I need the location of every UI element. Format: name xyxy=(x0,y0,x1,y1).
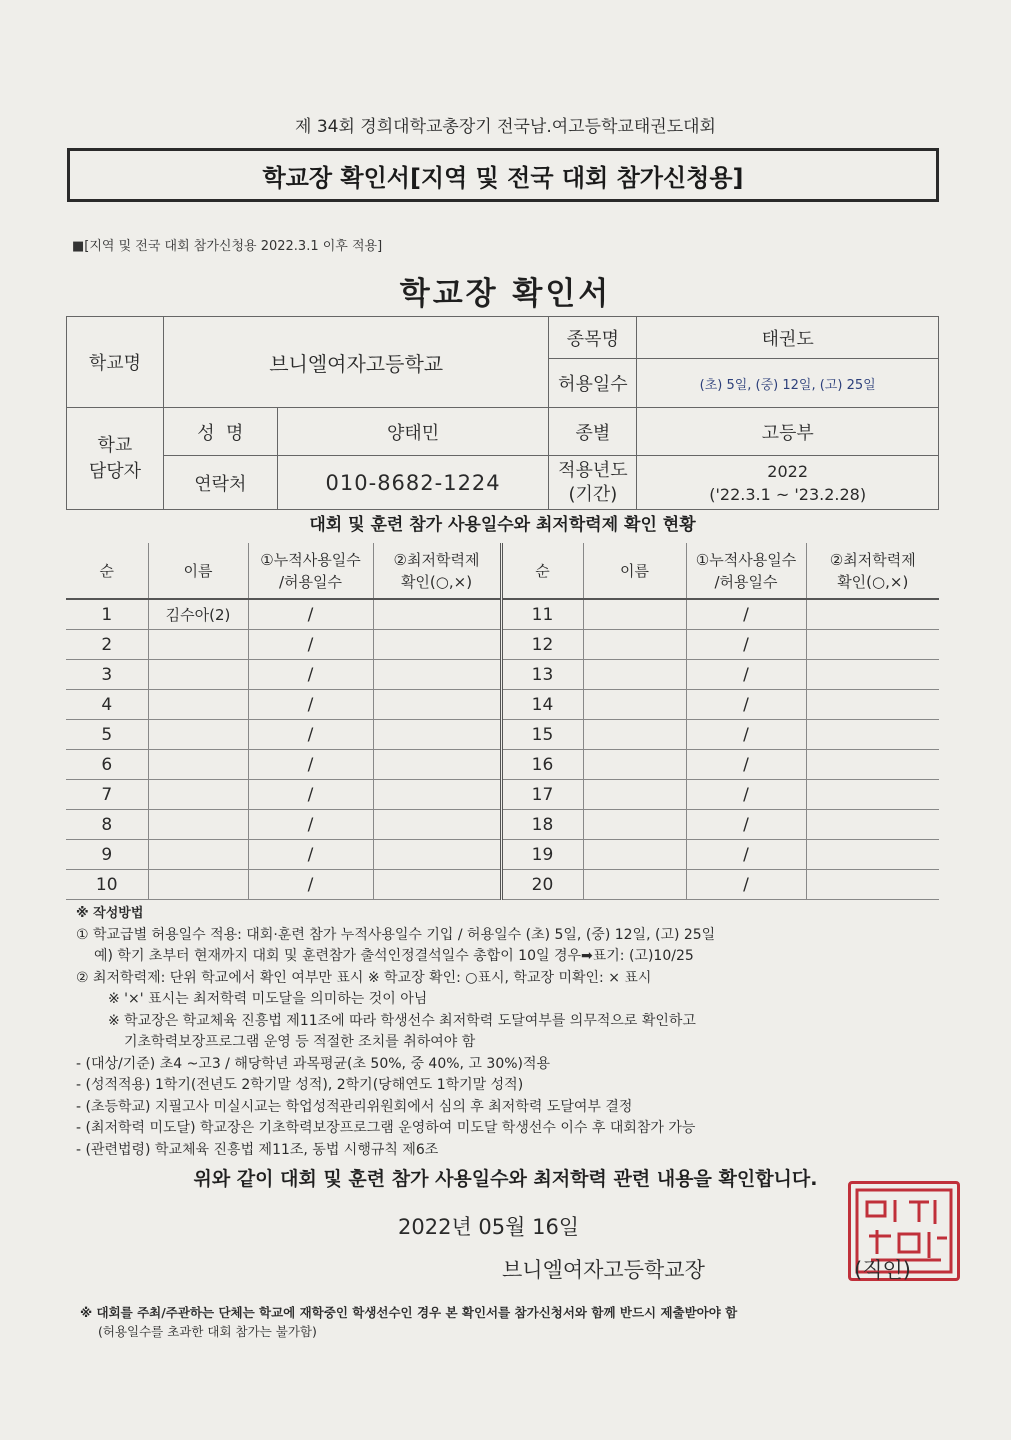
manager-name-label: 성 명 xyxy=(163,408,277,456)
instruction-line: - (성적적용) 1학기(전년도 2학기말 성적), 2학기(당해연도 1학기말 성적) xyxy=(76,1077,524,1093)
student-name xyxy=(583,810,686,840)
table-row xyxy=(66,599,939,630)
instruction-line: 예) 학기 초부터 현재까지 대회 및 훈련참가 출석인정결석일수 총합이 10일 경우➡표기: (고)10/25 xyxy=(94,948,694,964)
footnote-line: (허용일수를 초과한 대회 참가는 불가함) xyxy=(98,1324,317,1339)
student-name xyxy=(583,599,686,630)
division-label: 종별 xyxy=(549,408,637,456)
student-name xyxy=(148,840,248,870)
usage-days-cell: / xyxy=(248,750,373,780)
student-number: 11 xyxy=(501,599,583,630)
student-number: 19 xyxy=(501,840,583,870)
student-name xyxy=(148,630,248,660)
instruction-line: - (최저학력 미도달) 학교장은 기초학력보장프로그램 운영하여 미도달 학생선수 이수 후 대회참가 가능 xyxy=(76,1120,696,1136)
table-row xyxy=(66,810,939,840)
student-name xyxy=(148,810,248,840)
academic-check-cell xyxy=(806,840,939,870)
academic-check-cell xyxy=(806,630,939,660)
instruction-line: ② 최저학력제: 단위 학교에서 확인 여부만 표시 ※ 학교장 확인: ○표시, 학교장 미확인: × 표시 xyxy=(76,969,652,986)
academic-check-cell xyxy=(373,780,501,810)
roster-header-row xyxy=(66,543,939,599)
footnote xyxy=(80,1303,940,1341)
school-info-table xyxy=(66,316,939,510)
seal-label: (직인) xyxy=(854,1258,911,1282)
academic-check-cell xyxy=(806,750,939,780)
student-number: 14 xyxy=(501,690,583,720)
student-number: 20 xyxy=(501,870,583,900)
instruction-line: ※ 학교장은 학교체육 진흥법 제11조에 따라 학생선수 최저학력 도달여부를 의무적으로 확인하고 xyxy=(108,1012,696,1029)
writing-instructions xyxy=(76,903,946,1161)
academic-check-cell xyxy=(373,720,501,750)
academic-check-cell xyxy=(806,870,939,900)
student-number: 16 xyxy=(501,750,583,780)
school-name-label: 학교명 xyxy=(67,317,164,408)
student-name xyxy=(583,630,686,660)
academic-check-cell xyxy=(373,750,501,780)
sport-label: 종목명 xyxy=(549,317,637,359)
usage-days-cell: / xyxy=(686,870,806,900)
academic-check-cell xyxy=(373,690,501,720)
sport-value: 태권도 xyxy=(637,317,939,359)
usage-days-cell: / xyxy=(686,810,806,840)
usage-days-cell: / xyxy=(686,660,806,690)
student-name xyxy=(583,750,686,780)
student-name xyxy=(148,780,248,810)
roster-table xyxy=(66,543,939,900)
student-name xyxy=(148,750,248,780)
division-value: 고등부 xyxy=(637,408,939,456)
year-value: 2022 xyxy=(767,461,809,481)
page-title: 학교장 확인서 xyxy=(399,276,612,312)
student-number: 12 xyxy=(501,630,583,660)
student-number: 6 xyxy=(66,750,148,780)
student-number: 1 xyxy=(66,599,148,630)
student-name xyxy=(583,870,686,900)
student-number: 4 xyxy=(66,690,148,720)
academic-check-cell xyxy=(373,870,501,900)
student-number: 17 xyxy=(501,780,583,810)
contact-label: 연락처 xyxy=(163,456,277,510)
instructions-title: ※ 작성방법 xyxy=(76,906,144,921)
header-usage: ①누적사용일수 /허용일수 xyxy=(686,543,806,599)
manager-name: 양태민 xyxy=(277,408,549,456)
academic-check-cell xyxy=(373,660,501,690)
usage-days-cell: / xyxy=(248,810,373,840)
header-no: 순 xyxy=(66,543,148,599)
student-name xyxy=(148,690,248,720)
header-check: ②최저학력제 확인(○,×) xyxy=(373,543,501,599)
usage-days-cell: / xyxy=(248,690,373,720)
school-manager-label: 학교 담당자 xyxy=(67,408,164,510)
document-box-title: 학교장 확인서[지역 및 전국 대회 참가신청용] xyxy=(67,148,939,202)
student-name xyxy=(583,720,686,750)
academic-check-cell xyxy=(806,690,939,720)
footnote-line: ※ 대회를 주최/주관하는 단체는 학교에 재학중인 학생선수인 경우 본 확인서를 참가신청서와 함께 반드시 제출받아야 함 xyxy=(80,1305,738,1320)
header-check: ②최저학력제 확인(○,×) xyxy=(806,543,939,599)
usage-days-cell: / xyxy=(686,750,806,780)
usage-days-cell: / xyxy=(248,720,373,750)
year-cell xyxy=(637,456,939,510)
year-label: 적용년도 (기간) xyxy=(549,456,637,510)
usage-days-cell: / xyxy=(248,780,373,810)
header-usage: ①누적사용일수 /허용일수 xyxy=(248,543,373,599)
usage-days-cell: / xyxy=(686,630,806,660)
school-name: 브니엘여자고등학교 xyxy=(163,317,549,408)
instruction-line: 기초학력보장프로그램 운영 등 적절한 조치를 취하여야 함 xyxy=(124,1034,476,1050)
instruction-line: ※ '×' 표시는 최저학력 미도달을 의미하는 것이 아님 xyxy=(108,991,428,1007)
contact-value: 010-8682-1224 xyxy=(277,456,549,510)
usage-days-cell: / xyxy=(686,720,806,750)
usage-days-cell: / xyxy=(686,840,806,870)
student-name xyxy=(148,660,248,690)
confirmation-statement: 위와 같이 대회 및 훈련 참가 사용일수와 최저학력 관련 내용을 확인합니다. xyxy=(193,1168,818,1190)
student-name xyxy=(583,840,686,870)
student-number: 18 xyxy=(501,810,583,840)
applicable-note: ■[지역 및 전국 대회 참가신청용 2022.3.1 이후 적용] xyxy=(72,239,383,254)
student-number: 3 xyxy=(66,660,148,690)
academic-check-cell xyxy=(373,599,501,630)
student-number: 2 xyxy=(66,630,148,660)
table-row xyxy=(66,840,939,870)
student-number: 15 xyxy=(501,720,583,750)
header-no: 순 xyxy=(501,543,583,599)
academic-check-cell xyxy=(806,660,939,690)
academic-check-cell xyxy=(373,840,501,870)
student-name: 김수아(2) xyxy=(148,599,248,630)
table-row xyxy=(66,750,939,780)
table-row xyxy=(66,780,939,810)
instruction-line: - (대상/기준) 초4 ~고3 / 해당학년 과목평균(초 50%, 중 40%, 고 30%)적용 xyxy=(76,1055,551,1072)
student-number: 10 xyxy=(66,870,148,900)
student-name xyxy=(148,720,248,750)
table-row xyxy=(66,690,939,720)
academic-check-cell xyxy=(806,599,939,630)
student-number: 8 xyxy=(66,810,148,840)
usage-days-cell: / xyxy=(686,780,806,810)
table-row xyxy=(66,630,939,660)
student-number: 9 xyxy=(66,840,148,870)
usage-days-cell: / xyxy=(248,630,373,660)
academic-check-cell xyxy=(806,810,939,840)
academic-check-cell xyxy=(373,630,501,660)
student-number: 5 xyxy=(66,720,148,750)
academic-check-cell xyxy=(806,780,939,810)
usage-days-cell: / xyxy=(248,870,373,900)
academic-check-cell xyxy=(373,810,501,840)
student-name xyxy=(583,690,686,720)
usage-days-cell: / xyxy=(248,660,373,690)
principal-signature-line: 브니엘여자고등학교장 xyxy=(502,1258,705,1282)
student-name xyxy=(148,870,248,900)
table-row xyxy=(66,660,939,690)
allowed-days-label: 허용일수 xyxy=(549,359,637,408)
student-name xyxy=(583,660,686,690)
instruction-line: - (관련법령) 학교체육 진흥법 제11조, 동법 시행규칙 제6조 xyxy=(76,1141,439,1158)
instruction-line: ① 학교급별 허용일수 적용: 대회·훈련 참가 누적사용일수 기입 / 허용일수 (초) 5일, (중) 12일, (고) 25일 xyxy=(76,926,716,943)
tournament-title: 제 34회 경희대학교총장기 전국남.여고등학교태권도대회 xyxy=(295,117,716,137)
usage-days-cell: / xyxy=(686,690,806,720)
usage-days-cell: / xyxy=(248,840,373,870)
header-name: 이름 xyxy=(583,543,686,599)
header-name: 이름 xyxy=(148,543,248,599)
issue-date: 2022년 05월 16일 xyxy=(398,1215,580,1239)
status-title: 대회 및 훈련 참가 사용일수와 최저학력제 확인 현황 xyxy=(309,515,696,535)
student-number: 13 xyxy=(501,660,583,690)
period-value: ('22.3.1 ~ '23.2.28) xyxy=(709,484,867,504)
usage-days-cell: / xyxy=(248,599,373,630)
table-row xyxy=(66,720,939,750)
table-row xyxy=(66,870,939,900)
instruction-line: - (초등학교) 지필고사 미실시교는 학업성적관리위원회에서 심의 후 최저학력 도달여부 결정 xyxy=(76,1098,633,1115)
usage-days-cell: / xyxy=(686,599,806,630)
student-name xyxy=(583,780,686,810)
academic-check-cell xyxy=(806,720,939,750)
allowed-days-value: (초) 5일, (중) 12일, (고) 25일 xyxy=(637,359,939,408)
student-number: 7 xyxy=(66,780,148,810)
